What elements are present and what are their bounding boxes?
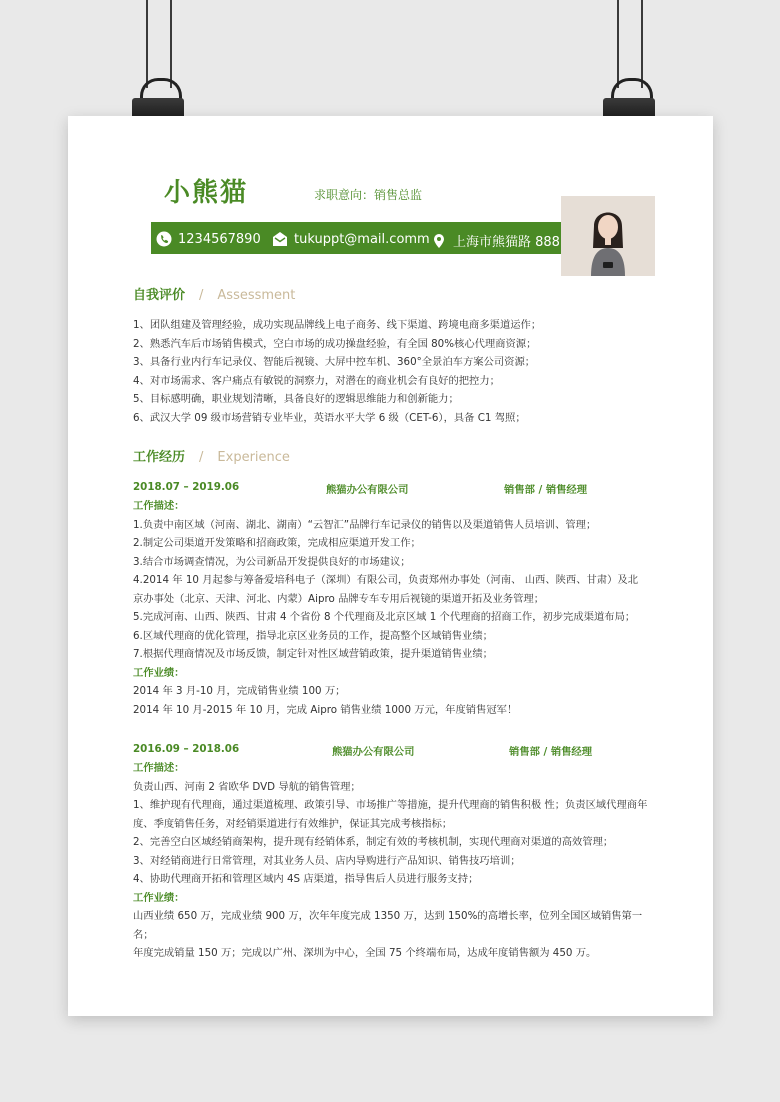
assessment-heading — [133, 284, 295, 303]
assessment-item: 4、对市场需求、客户痛点有敏锐的洞察力，对潜在的商业机会有良好的把控力； — [133, 374, 500, 387]
job-desc-item: 1、维护现有代理商，通过渠道梳理、政策引导、市场推广等措施，提升代理商的销售积极 性；负责区域代理商年度、季度销售任务，对经销渠道进行有效维护，保证其完成考核指标； — [133, 799, 648, 830]
phone-number: 1234567890 — [178, 231, 261, 247]
address: 上海市熊猫路 888 — [453, 235, 560, 250]
experience-heading — [133, 446, 290, 465]
assessment-item: 6、武汉大学 09 级市场营销专业毕业，英语水平大学 6 级（CET-6），具备 C1 驾照； — [133, 411, 526, 424]
job-intent: 求职意向：销售总监 — [314, 188, 423, 202]
email-address: tukuppt@mail.comm — [294, 231, 430, 247]
job-desc-item: 2、完善空白区域经销商架构，提升现有经销体系，制定有效的考核机制，实现代理商对渠道的高效管理； — [133, 836, 614, 848]
job-desc-item: 6.区域代理商的优化管理，指导北京区业务员的工作，提高整个区域销售业绩； — [133, 629, 493, 642]
experience-title-en: Experience — [217, 450, 290, 465]
resume-paper — [68, 116, 713, 1016]
job-perf-label: 工作业绩： — [133, 891, 185, 904]
job-desc-item: 5.完成河南、山西、陕西、甘肃 4 个省份 8 个代理商及北京区域 1 个代理商的招商工作，初步完成渠道布局； — [133, 611, 636, 623]
experience-title: 工作经历 — [133, 450, 186, 465]
email-icon — [272, 231, 288, 247]
job-desc-item: 2.制定公司渠道开发策略和招商政策，完成相应渠道开发工作； — [133, 537, 421, 549]
job-position: 销售部 / 销售经理 — [509, 746, 593, 758]
job-detail — [133, 497, 648, 719]
job-company: 熊猫办公有限公司 — [326, 484, 409, 496]
contact-address — [431, 231, 560, 250]
location-icon — [431, 233, 447, 249]
job-position: 销售部 / 销售经理 — [504, 484, 588, 496]
job-perf-item: 2014 年 3 月-10 月，完成销售业绩 100 万； — [133, 685, 346, 697]
assessment-item: 1、团队组建及管理经验，成功实现品牌线上电子商务、线下渠道、跨境电商多渠道运作； — [133, 319, 542, 331]
job-company: 熊猫办公有限公司 — [332, 746, 415, 758]
job-desc-item: 4.2014 年 10 月起参与筹备爱培科电子（深圳）有限公司，负责郑州办事处（河南、 山西、陕西、甘肃）及北京办事处（北京、天津、河北、内蒙）Aipro 品牌专车专用后视镜的渠道开拓及业务管理； — [133, 574, 638, 605]
job-desc-item: 3、对经销商进行日常管理，对其业务人员、店内导购进行产品知识、销售技巧培训； — [133, 854, 521, 867]
assessment-separator: / — [199, 288, 204, 303]
profile-photo — [561, 196, 655, 276]
job-desc-item: 3.结合市场调查情况，为公司新品开发提供良好的市场建议； — [133, 555, 411, 568]
contact-email — [272, 231, 430, 247]
job-desc-label: 工作描述： — [133, 500, 185, 512]
job-period: 2018.07 – 2019.06 — [133, 481, 240, 493]
phone-icon — [156, 231, 172, 247]
job-perf-item: 2014 年 10 月-2015 年 10 月，完成 Aipro 销售业绩 1000 万元，年度销售冠军！ — [133, 703, 518, 716]
assessment-item: 3、具备行业内行车记录仪、智能后视镜、大屏中控车机、360°全景泊车方案公司资源； — [133, 356, 536, 368]
assessment-item: 5、目标感明确，职业规划清晰，具备良好的逻辑思维能力和创新能力； — [133, 393, 459, 405]
assessment-item: 2、熟悉汽车后市场销售模式，空白市场的成功操盘经验，有全国 80%核心代理商资源； — [133, 337, 537, 350]
job-desc-label: 工作描述： — [133, 762, 185, 774]
job-desc-item: 7.根据代理商情况及市场反馈，制定针对性区域营销政策，提升渠道销售业绩； — [133, 648, 493, 660]
job-perf-item: 年度完成销量 150 万；完成以广州、深圳为中心，全国 75 个终端布局，达成年度销售额为 450 万。 — [133, 947, 597, 959]
assessment-title: 自我评价 — [133, 288, 186, 303]
assessment-title-en: Assessment — [217, 288, 296, 303]
job-period: 2016.09 – 2018.06 — [133, 743, 240, 755]
job-desc-item: 1.负责中南区域（河南、湖北、湖南）“云智汇”品牌行车记录仪的销售以及渠道销售人员培训、管理； — [133, 518, 597, 531]
experience-separator: / — [199, 450, 204, 465]
candidate-name: 小熊猫 — [164, 178, 249, 208]
job-desc-item: 4、协助代理商开拓和管理区域内 4S 店渠道，指导售后人员进行服务支持； — [133, 873, 479, 885]
assessment-list — [133, 316, 541, 427]
job-desc-item: 负责山西、河南 2 省欧华 DVD 导航的销售管理； — [133, 780, 361, 793]
contact-phone — [156, 231, 261, 247]
job-detail — [133, 759, 648, 963]
job-perf-item: 山西业绩 650 万，完成业绩 900 万，次年年度完成 1350 万，达到 150%的高增长率，位列全国区域销售第一名； — [133, 910, 643, 941]
job-perf-label: 工作业绩： — [133, 666, 185, 679]
